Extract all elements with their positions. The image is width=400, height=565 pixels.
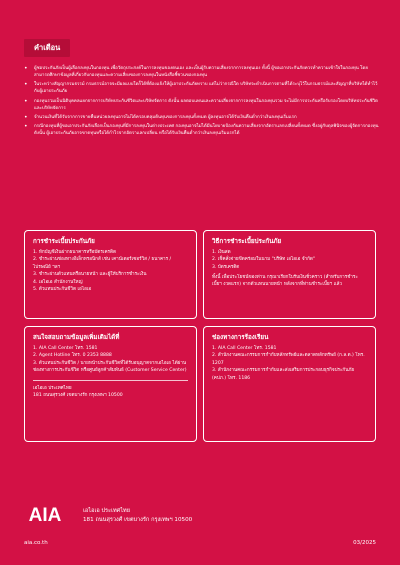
list-item: 2. เช็คสั่งจ่ายขีดคร่อมในนาม "บริษัท เอไอเอ จำกัด" [212,257,316,263]
list-item: 1. เงินสด [212,250,231,255]
list-item: 3. บัตรเครดิต [212,264,240,270]
list-item: 3. สำนักงานคณะกรรมการกำกับและส่งเสริมการประกอบธุรกิจประกันภัย (คปภ.) โทร. 1186 [212,368,355,381]
premium-channels-list [33,249,188,293]
list-item: 2. สำนักงานคณะกรรมการกำกับหลักทรัพย์และตลาดหลักทรัพย์ (ก.ล.ต.) โทร. 1207 [212,353,365,366]
divider [33,380,188,381]
warning-item: • ผู้ชอประกันภัยเป็นผู้เลือกลงทุนในกองทุน เพื่อวัตถุประสงค์ในการลงทุนของตนเอง และเป็นผู้รับความเสี่ยงจากการลงทุนเอง ทั้งนี้ ผู้ขอเอาประกันภัยควรทำความเข้าใจในกองทุน โดยสามารถศึกษาข้อมูลที่เกี่ยวกับกองทุนและความเสี่ยงของการลงทุนในหนังสือชี้ชวนของกองทุน [24,66,379,80]
payment-note: ทั้งนี้ เพื่อประโยชน์ของท่าน กรุณาเรียกใบรับเงินชั่วคราว (สำหรับการชำระเบี้ยฯ งวดแรก) จากตัวแทนนายหน้า หลังจากที่ท่านชำระเบี้ยฯ แล้ว [212,275,358,288]
footer-address: 181 ถนนสุรวงศ์ เขตบางรัก กรุงเทพฯ 10500 [83,517,193,523]
contact-info-title: สนใจสอบถามข้อมูลเพิ่มเติมได้ที่ [33,334,120,341]
warning-list [24,66,379,141]
contact-info-box [24,326,197,442]
list-item: 3. ตัวแทนประกันชีวิต / นายหน้าประกันชีวิตที่ได้รับอนุญาตจากเอไอเอ ได้ผ่านช่องทางการประกันชีวิต หรือศูนย์ลูกค้าสัมพันธ์ (Customer Service Center) [33,360,187,374]
payment-methods-list [212,249,367,271]
publication-date: 03/2025 [353,540,376,546]
payment-methods-title: วิธีการชำระเบี้ยประกันภัย [212,238,282,245]
list-item: 3. ชำระผ่านตัวแทนหรือนายหน้า และผู้ให้บริการชำระเงิน [33,272,147,278]
complaints-title: ช่องทางการร้องเรียน [212,334,269,341]
list-item: 1. AIA Call Center โทร. 1581 [33,346,98,351]
list-item: 2. ชำระผ่านช่องทางอิเล็กทรอนิกส์ เช่น เคาน์เตอร์เซอร์วิส / ธนาคาร / ไปรษณีย์ ฯลฯ [33,257,172,270]
list-item: 1. AIA Call Center โทร. 1581 [212,346,277,351]
premium-channels-title: การชำระเบี้ยประกันภัย [33,238,95,245]
warning-item: • ในระหว่างสัญญากรมธรรม์ กรมธรรม์อาจจะมีผลแบบใดก็ได้ที่ต้องแจ้งให้ผู้เอาประกันภัยทราบ แต่ไม่ว่ากรณีใด บริษัทจะดำเนินการตามที่ได้ระบุไว้ในกรมธรรม์และสัญญาที่บริษัทได้ทำไว้กับผู้เอาประกันภัย [24,82,379,96]
warning-item: • กรณีกองทุนที่ผู้ขอเอาประกันภัยเลือกเป็นกองทุนที่มีการลงทุนในต่างประเทศ กองทุนอาจไม่ได้มีนโยบายป้องกันความเสี่ยงจากอัตราแลกเปลี่ยนทั้งหมด ซึ่งอยู่กับดุลพินิจของผู้จัดการกองทุน ดังนั้น ผู้เอาประกันภัยอาจขาดทุนหรือได้กำไรจากอัตราแลกเปลี่ยน หรือได้รับเงินคืนต่ำกว่าเงินลงทุนเริ่มแรกได้ [24,124,379,138]
aia-logo [23,504,67,526]
contact-info-list [33,345,188,375]
list-item: 2. Agent Hotline โทร. 0 2353 8888 [33,353,112,359]
footer-company: เอไอเอ ประเทศไทย [83,508,130,514]
list-item: 4. เอไอเอ สำนักงานใหญ่ [33,279,83,285]
list-item: 1. หักบัญชีเงินฝากธนาคารหรือบัตรเครดิต [33,250,116,255]
warning-item: • จำนวนเงินที่ได้รับจากการขายคืนหน่วยลงทุนอาจไม่ได้ครอบคลุมต้นทุนของการลงทุนทั้งหมด ผู้ลงทุนอาจได้รับเงินคืนต่ำกว่าเงินลงทุนเริ่มแรก [24,115,379,122]
contact-address: 181 ถนนสุรวงศ์ เขตบางรัก กรุงเทพฯ 10500 [33,392,123,398]
complaints-box [203,326,376,442]
premium-channels-box [24,230,197,319]
contact-company: เอไอเอ ประเทศไทย [33,385,72,391]
list-item: 5. ตัวแทนประกันชีวิต เอไอเอ [33,287,92,293]
warning-item: • กองทุนรวมเป็นนิติบุคคลแยกจากการบริษัทประกันชีวิตและบริษัทจัดการ ดังนั้น ผลตอบแทนและความเสี่ยงจากการลงทุนในกองทุนรวม จะไม่มีการประกันหรือรับรองโดยบริษัทประกันชีวิต และบริษัทจัดการ [24,99,379,113]
warning-title: คำเตือน [24,39,70,57]
logo-text: AIA [28,505,62,526]
website-link[interactable]: aia.co.th [24,540,48,546]
payment-methods-box [203,230,376,319]
complaints-list [212,345,367,382]
